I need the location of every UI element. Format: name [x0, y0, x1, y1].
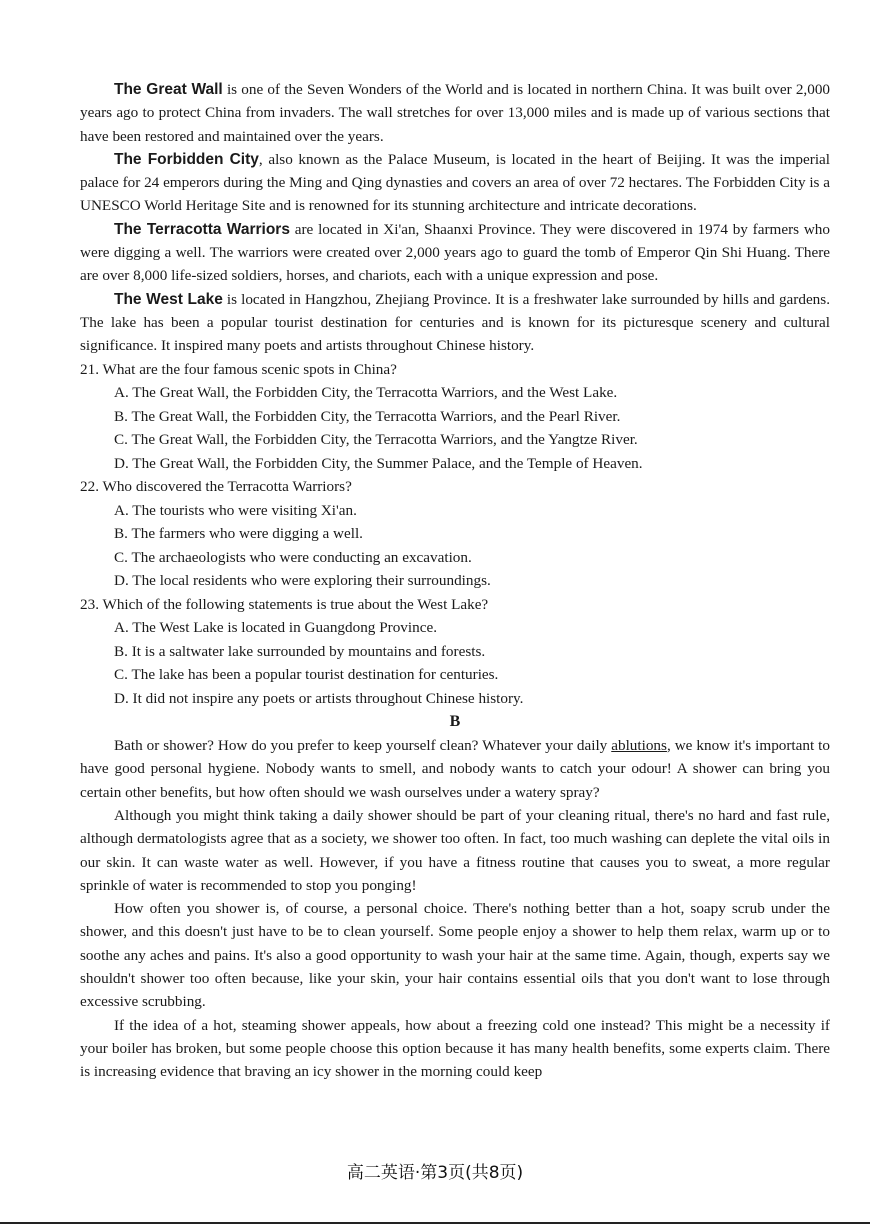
- section-b-heading: B: [449, 713, 461, 731]
- paragraph-west-lake: [80, 288, 830, 358]
- paragraph-b-3: How often you shower is, of course, a personal choice. There's nothing better than a hot, soapy scrub under the shower, and this doesn't just have to be to clean yourself. Some people enjoy a shower to help them relax, warm up or to soothe any aches and pains. It's also a good opportunity to wash your hair at the same time. Again, though, experts say we shouldn't shower too often because, like your skin, your hair contains essential oils that you don't want to lose through excessive scrubbing.: [80, 900, 830, 1011]
- question-stem: 22. Who discovered the Terracotta Warriors?: [80, 478, 352, 496]
- underlined-word-ablutions: ablutions: [611, 737, 667, 755]
- question-22: [80, 475, 830, 593]
- option-a: A. The tourists who were visiting Xi'an.: [114, 501, 357, 519]
- option-c: C. The lake has been a popular tourist destination for centuries.: [114, 666, 499, 684]
- paragraph-b-1: [80, 734, 830, 804]
- heading-great-wall: The Great Wall: [114, 81, 223, 98]
- exam-page: [80, 78, 830, 1084]
- text-west-lake: is located in Hangzhou, Zhejiang Province. It is a freshwater lake surrounded by hills and gardens. The lake has been a popular tourist destination for centuries and is known for its picturesque scenery and cultural significance. It inspired many poets and artists throughout Chinese history.: [80, 290, 830, 355]
- option-c: C. The archaeologists who were conducting an excavation.: [114, 548, 472, 566]
- page-footer: 高二英语·第3页(共8页): [346, 1163, 524, 1183]
- option-a: A. The West Lake is located in Guangdong Province.: [114, 619, 437, 637]
- text-b1-after: , we know it's important to have good personal hygiene. Nobody wants to smell, and nobody wants to catch your odour! A shower can bring you certain other benefits, but how often should we wash ourselves under a watery spray?: [80, 737, 830, 801]
- option-d: D. The Great Wall, the Forbidden City, the Summer Palace, and the Temple of Heaven.: [114, 454, 643, 472]
- option-d: D. It did not inspire any poets or artists throughout Chinese history.: [114, 689, 524, 707]
- option-d: D. The local residents who were exploring their surroundings.: [114, 572, 491, 590]
- question-stem: 21. What are the four famous scenic spots in China?: [80, 360, 397, 378]
- option-b: B. The farmers who were digging a well.: [114, 525, 363, 543]
- question-stem: 23. Which of the following statements is true about the West Lake?: [80, 595, 489, 613]
- question-23: [80, 593, 830, 711]
- heading-forbidden-city: The Forbidden City: [114, 150, 259, 168]
- text-great-wall: is one of the Seven Wonders of the World and is located in northern China. It was built over 2,000 years ago to protect China from invaders. The wall stretches for over 13,000 miles and is made up of various sections that have been restored and maintained over the years.: [80, 81, 831, 145]
- text-b1-before: Bath or shower? How do you prefer to keep yourself clean? Whatever your daily: [114, 737, 612, 755]
- option-b: B. It is a saltwater lake surrounded by mountains and forests.: [114, 642, 486, 660]
- bottom-divider: [0, 1222, 870, 1224]
- heading-west-lake: The West Lake: [114, 290, 223, 308]
- option-c: C. The Great Wall, the Forbidden City, the Terracotta Warriors, and the Yangtze River.: [114, 431, 638, 449]
- paragraph-b-2: Although you might think taking a daily shower should be part of your cleaning ritual, there's no hard and fast rule, although dermatologists agree that as a society, we shower too often. In fact, too much washing can deplete the vital oils in our skin. It can waste water as well. However, if you have a fitness routine that causes you to sweat, a more regular sprinkle of water is recommended to stop you ponging!: [80, 806, 830, 894]
- paragraph-great-wall: [80, 78, 830, 148]
- text-forbidden-city: , also known as the Palace Museum, is located in the heart of Beijing. It was the imperial palace for 24 emperors during the Ming and Qing dynasties and covers an area of over 72 hectares. The Forbidden City is a UNESCO World Heritage Site and is renowned for its stunning architecture and intricate decorations.: [80, 150, 831, 215]
- heading-terracotta-warriors: The Terracotta Warriors: [114, 220, 290, 238]
- option-b: B. The Great Wall, the Forbidden City, the Terracotta Warriors, and the Pearl River.: [114, 407, 621, 425]
- question-21: [80, 358, 830, 476]
- option-a: A. The Great Wall, the Forbidden City, the Terracotta Warriors, and the West Lake.: [114, 384, 618, 402]
- paragraph-terracotta-warriors: [80, 218, 830, 288]
- text-terracotta-warriors: are located in Xi'an, Shaanxi Province. They were discovered in 1974 by farmers who were digging a well. The warriors were created over 2,000 years ago to guard the tomb of Emperor Qin Shi Huang. There are over 8,000 life-sized soldiers, horses, and chariots, each with a unique expression and pose.: [80, 220, 830, 285]
- paragraph-forbidden-city: [80, 148, 830, 218]
- paragraph-b-4: If the idea of a hot, steaming shower appeals, how about a freezing cold one instead? This might be a necessity if your boiler has broken, but some people choose this option because it has many health benefits, some experts claim. There is increasing evidence that braving an icy shower in the morning could keep: [80, 1016, 830, 1081]
